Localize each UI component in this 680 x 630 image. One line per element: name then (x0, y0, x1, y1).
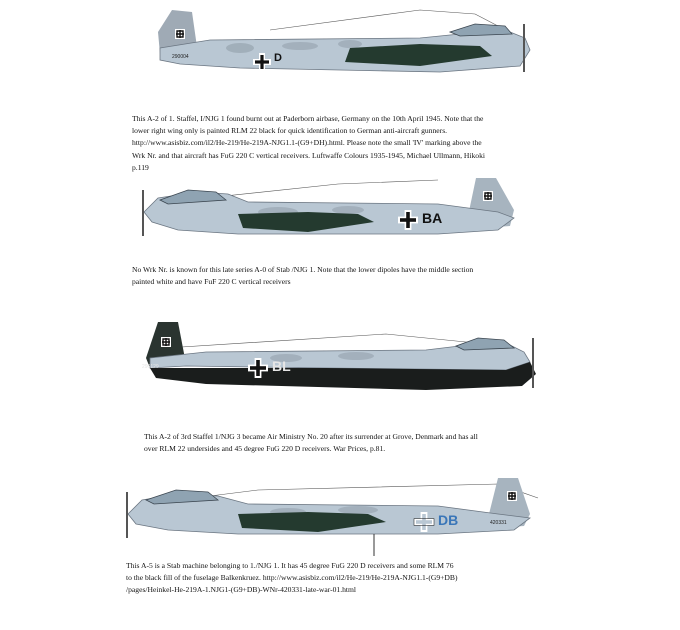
aircraft-profile-3 (126, 318, 546, 410)
caption-3: This A-2 of 3rd Staffel 1/NJG 3 became Air Ministry No. 20 after its surrender at Grove, Denmark and has all over RLM 22 undersides and 45 degree FuG 220 D receivers. War Prices, p.81. (144, 432, 478, 454)
aircraft-profile-2 (138, 170, 538, 260)
fuselage-code: BL (272, 358, 291, 374)
fuselage-code: DB (438, 512, 459, 528)
caption-2: No Wrk Nr. is known for this late series A-0 of Stab /NJG 1. Note that the lower dipoles have the middle section painted white and have FuF 220 C vertical receivers (132, 265, 474, 287)
werknummer: 290129 (142, 364, 159, 370)
werknummer: 290004 (172, 54, 189, 60)
werknummer: 420331 (490, 520, 507, 526)
aircraft-profile-4 (118, 470, 558, 560)
swastika-icon (175, 29, 185, 39)
aircraft-profile-1 (120, 2, 540, 98)
caption-4: This A-5 is a Stab machine belonging to 1./NJG 1. It has 45 degree FuG 220 D receivers and some RLM 76 to the black fill of the fuselage Balkenkruez. http://www.asisbiz.com/il2/He-219/He-219A-NJG1.1-(G9+DB) /pages/Heinkel-He-219A-1.NJG1-(G9+DB)-WNr-420331-late-war-01.html (126, 561, 458, 595)
fuselage-code: BA (422, 210, 443, 226)
fuselage-code: D (274, 52, 282, 64)
caption-1: This A-2 of 1. Staffel, I/NJG 1 found burnt out at Paderborn airbase, Germany on the 10th April 1945. Note that the lower right wing only is painted RLM 22 black for quick identification to German anti-aircraft gunners. http://www.asisbiz.com/il2/He-219/He-219A-NJG1.1-(G9+DH).html. Please note the small 'IV' marking above the Wrk Nr. and that aircraft has FuG 220 C vertical receivers. Luftwaffe Colours 1935-1945, Michael Ullmann, Hikoki p.119 (132, 114, 485, 172)
